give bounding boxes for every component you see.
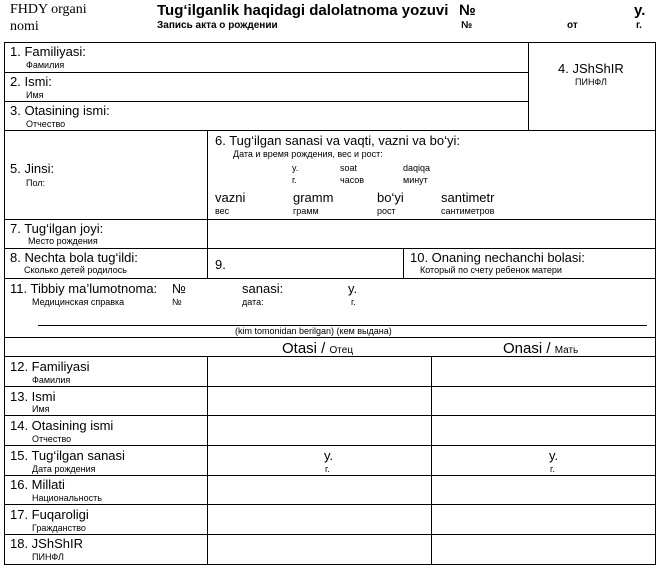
- mother-header-uz: Onasi /: [503, 340, 555, 357]
- medical-cert-label: 11. Tibbiy ma’lumotnoma:: [10, 281, 158, 296]
- parent-name-label-ru: Имя: [32, 404, 50, 414]
- form-title: Tug‘ilganlik haqidagi dalolatnoma yozuvi: [157, 2, 449, 19]
- parent-surname-label: 12. Familiyasi: [10, 359, 90, 374]
- medical-cert-date-label-ru: дата:: [242, 297, 264, 307]
- birth-order-label-ru: Который по счету ребенок матери: [420, 265, 562, 275]
- medical-cert-number-label-ru: №: [172, 297, 182, 307]
- surname-label-ru: Фамилия: [26, 60, 65, 70]
- medical-cert-year-label-ru: г.: [351, 297, 356, 307]
- field-9-label: 9.: [215, 257, 226, 272]
- weight-label: vazni: [215, 190, 246, 205]
- birth-hour-label-ru: часов: [340, 175, 365, 185]
- father-header-uz: Otasi /: [282, 340, 330, 357]
- father-name-field[interactable]: [208, 387, 431, 415]
- mother-name-field[interactable]: [432, 387, 655, 415]
- height-label-ru: рост: [377, 206, 396, 216]
- medical-cert-year-label: y.: [348, 281, 358, 296]
- record-number-label: №: [459, 2, 476, 19]
- gram-label-ru: грамм: [293, 206, 319, 216]
- mother-column-header: [503, 341, 578, 357]
- father-column-header: [282, 341, 353, 357]
- name-label-ru: Имя: [26, 90, 44, 100]
- record-year-label-ru: г.: [636, 20, 642, 31]
- birthplace-label: 7. Tug‘ilgan joyi:: [10, 221, 104, 236]
- birth-year-label-ru: г.: [292, 175, 297, 185]
- children-count-label-ru: Сколько детей родилось: [24, 265, 127, 275]
- birth-datetime-label: 6. Tug‘ilgan sanasi va vaqti, vazni va bo‘yi:: [215, 133, 460, 148]
- birthplace-field[interactable]: [208, 220, 655, 248]
- record-number-label-ru: №: [461, 20, 473, 31]
- mother-birth-year-label-ru: г.: [550, 464, 555, 474]
- record-date-label-ru: от: [567, 20, 578, 31]
- gender-label-ru: Пол:: [26, 178, 46, 188]
- parent-citizenship-label: 17. Fuqaroligi: [10, 507, 89, 522]
- medical-cert-date-label: sanasi:: [242, 281, 284, 296]
- mother-surname-field[interactable]: [432, 357, 655, 386]
- mother-citizenship-field[interactable]: [432, 505, 655, 534]
- birth-datetime-label-ru: Дата и время рождения, вес и рост:: [233, 149, 383, 159]
- parent-surname-label-ru: Фамилия: [32, 375, 71, 385]
- gender-label: 5. Jinsi:: [10, 161, 55, 176]
- centimeter-label: santimetr: [441, 190, 495, 205]
- mother-pinfl-field[interactable]: [432, 535, 655, 564]
- weight-label-ru: вес: [215, 206, 230, 216]
- parent-citizenship-label-ru: Гражданство: [32, 523, 86, 533]
- pinfl-label-ru: ПИНФЛ: [575, 77, 607, 87]
- birth-minute-label-ru: минут: [403, 175, 428, 185]
- father-birth-year-label-ru: г.: [325, 464, 330, 474]
- parent-patronymic-label-ru: Отчество: [32, 434, 72, 444]
- father-surname-field[interactable]: [208, 357, 431, 386]
- parent-name-label: 13. Ismi: [10, 389, 56, 404]
- gram-label: gramm: [293, 190, 334, 205]
- patronymic-label: 3. Otasining ismi:: [10, 103, 110, 118]
- father-patronymic-field[interactable]: [208, 416, 431, 445]
- height-label: bo‘yi: [377, 190, 404, 205]
- medical-cert-label-ru: Медицинская справка: [32, 297, 125, 307]
- name-field[interactable]: [5, 73, 528, 101]
- birth-hour-label: soat: [340, 163, 358, 173]
- record-year-label: y.: [634, 2, 646, 19]
- medical-cert-issuer-caption: (kim tomonidan berilgan) (кем выдана): [235, 326, 392, 336]
- mother-header-ru: Мать: [554, 345, 579, 356]
- father-header-ru: Отец: [329, 345, 354, 356]
- parent-birthdate-label: 15. Tug‘ilgan sanasi: [10, 448, 125, 463]
- pinfl-field[interactable]: [529, 92, 655, 130]
- mother-patronymic-field[interactable]: [432, 416, 655, 445]
- centimeter-label-ru: сантиметров: [441, 206, 495, 216]
- name-label: 2. Ismi:: [10, 74, 52, 89]
- parent-nationality-label: 16. Millati: [10, 477, 65, 492]
- surname-label: 1. Familiyasi:: [10, 44, 86, 59]
- children-count-label: 8. Nechta bola tug‘ildi:: [10, 250, 138, 265]
- patronymic-label-ru: Отчество: [26, 119, 66, 129]
- parent-patronymic-label: 14. Otasining ismi: [10, 418, 114, 433]
- father-citizenship-field[interactable]: [208, 505, 431, 534]
- parent-pinfl-label: 18. JShShIR: [10, 536, 83, 551]
- parent-birthdate-label-ru: Дата рождения: [32, 464, 96, 474]
- mother-birth-year-label: y.: [549, 448, 559, 463]
- parent-nationality-label-ru: Национальность: [32, 493, 102, 503]
- father-nationality-field[interactable]: [208, 476, 431, 504]
- parent-pinfl-label-ru: ПИНФЛ: [32, 552, 64, 562]
- birth-year-label: y.: [292, 163, 299, 173]
- surname-field[interactable]: [5, 43, 528, 72]
- father-pinfl-field[interactable]: [208, 535, 431, 564]
- birth-minute-label: daqiqa: [403, 163, 431, 173]
- patronymic-field[interactable]: [5, 102, 528, 130]
- medical-cert-number-label: №: [172, 281, 186, 296]
- org-name-label: FHDY organi: [10, 2, 87, 17]
- mother-nationality-field[interactable]: [432, 476, 655, 504]
- pinfl-label: 4. JShShIR: [558, 61, 624, 76]
- org-name-label-2: nomi: [10, 19, 39, 34]
- form-title-ru: Запись акта о рождении: [157, 20, 278, 31]
- birthplace-label-ru: Место рождения: [28, 236, 98, 246]
- birth-order-label: 10. Onaning nechanchi bolasi:: [410, 250, 585, 265]
- father-birth-year-label: y.: [324, 448, 334, 463]
